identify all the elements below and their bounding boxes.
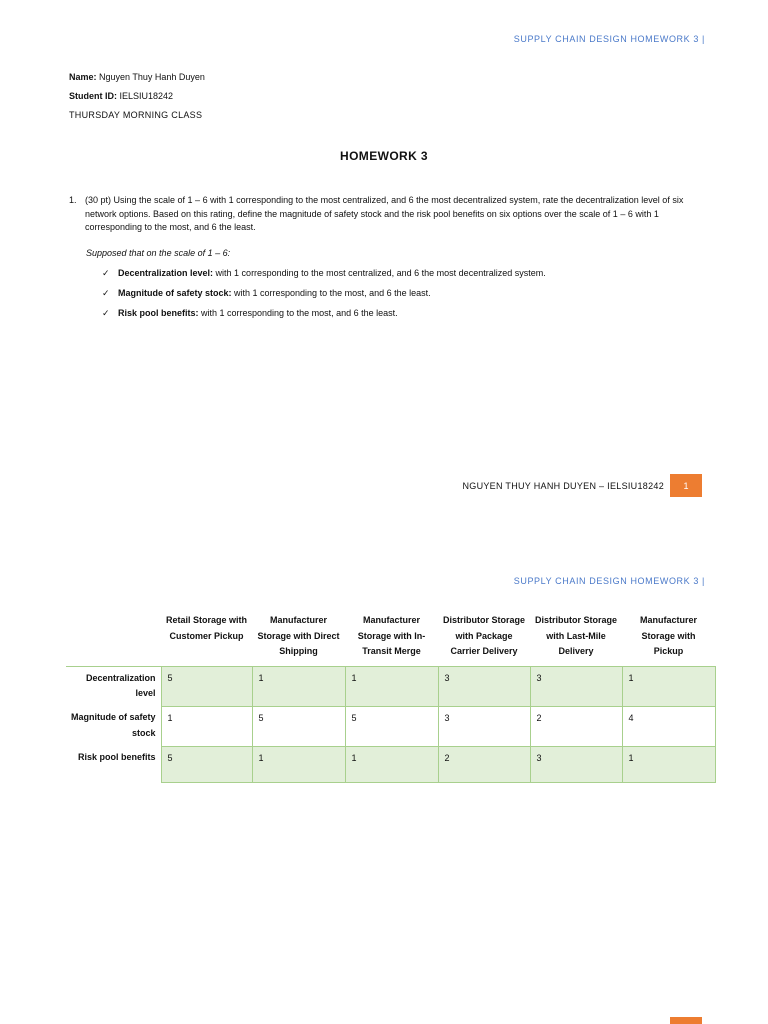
checklist-label: Decentralization level: xyxy=(118,268,214,278)
checklist-item xyxy=(102,308,398,319)
table-corner-cell xyxy=(66,605,161,666)
table-cell: 1 xyxy=(345,746,438,782)
question-number: 1. xyxy=(69,195,77,205)
column-header: Manufacturer Storage with Pickup xyxy=(622,605,715,666)
table-cell: 1 xyxy=(345,666,438,706)
running-header: SUPPLY CHAIN DESIGN HOMEWORK 3 | xyxy=(513,34,705,44)
page-number-box: 1 xyxy=(670,474,702,497)
checklist-text: with 1 corresponding to the most centralized, and 6 the most decentralized system. xyxy=(213,268,546,278)
table-row xyxy=(66,706,715,746)
check-icon: ✓ xyxy=(102,308,110,318)
table-cell: 1 xyxy=(622,666,715,706)
student-id-label: Student ID: xyxy=(69,91,117,101)
table-cell: 5 xyxy=(161,666,252,706)
class-line: THURSDAY MORNING CLASS xyxy=(69,110,203,120)
table-cell: 5 xyxy=(161,746,252,782)
column-header: Manufacturer Storage with In-Transit Merge xyxy=(345,605,438,666)
footer-author: NGUYEN THUY HANH DUYEN – IELSIU18242 xyxy=(462,480,664,491)
table-cell: 5 xyxy=(252,706,345,746)
table-cell: 3 xyxy=(530,666,622,706)
row-header: Risk pool benefits xyxy=(77,752,156,762)
page-title: HOMEWORK 3 xyxy=(340,149,428,163)
table-cell: 2 xyxy=(530,706,622,746)
question-1 xyxy=(69,194,699,235)
checklist-label: Magnitude of safety stock: xyxy=(118,288,232,298)
name-label: Name: xyxy=(69,72,97,82)
table-cell: 2 xyxy=(438,746,530,782)
checklist-item xyxy=(102,288,431,299)
table-cell: 1 xyxy=(161,706,252,746)
checklist-label: Risk pool benefits: xyxy=(118,308,199,318)
student-id-line xyxy=(69,91,173,101)
page-number-box-partial xyxy=(670,1017,702,1024)
row-header: Decentralization level xyxy=(85,672,156,698)
page-footer xyxy=(462,474,702,497)
ratings-table xyxy=(66,605,716,783)
table-cell: 1 xyxy=(252,666,345,706)
column-header: Manufacturer Storage with Direct Shipping xyxy=(252,605,345,666)
column-header: Distributor Storage with Last-Mile Delivery xyxy=(530,605,622,666)
table-cell: 5 xyxy=(345,706,438,746)
table-cell: 3 xyxy=(530,746,622,782)
table-cell: 3 xyxy=(438,666,530,706)
check-icon: ✓ xyxy=(102,288,110,298)
row-header: Magnitude of safety stock xyxy=(70,712,156,738)
table-cell: 4 xyxy=(622,706,715,746)
table-cell: 1 xyxy=(252,746,345,782)
student-id-value: IELSIU18242 xyxy=(117,91,174,101)
column-header: Retail Storage with Customer Pickup xyxy=(161,605,252,666)
table-cell: 3 xyxy=(438,706,530,746)
name-value: Nguyen Thuy Hanh Duyen xyxy=(96,72,205,82)
column-header: Distributor Storage with Package Carrier Delivery xyxy=(438,605,530,666)
checklist-text: with 1 corresponding to the most, and 6 the least. xyxy=(231,288,431,298)
check-icon: ✓ xyxy=(102,268,110,278)
table-cell: 1 xyxy=(622,746,715,782)
name-line xyxy=(69,72,205,82)
running-header: SUPPLY CHAIN DESIGN HOMEWORK 3 | xyxy=(513,576,705,586)
document-page-2 xyxy=(0,512,768,1024)
checklist-text: with 1 corresponding to the most, and 6 the least. xyxy=(198,308,398,318)
question-text: (30 pt) Using the scale of 1 – 6 with 1 corresponding to the most centralized, and 6 the most decentralized system, rate the decentralization level of six network options. Based on this rating, define the magnitude of safety stock and the risk pool benefits on six options over the scale of 1 – 6 with 1 corresponding to the most, and 6 the least. xyxy=(85,195,684,233)
table-header-row xyxy=(66,605,715,666)
table-row xyxy=(66,666,715,706)
table-row xyxy=(66,746,715,782)
checklist-item xyxy=(102,268,546,279)
supposed-line: Supposed that on the scale of 1 – 6: xyxy=(86,248,231,258)
